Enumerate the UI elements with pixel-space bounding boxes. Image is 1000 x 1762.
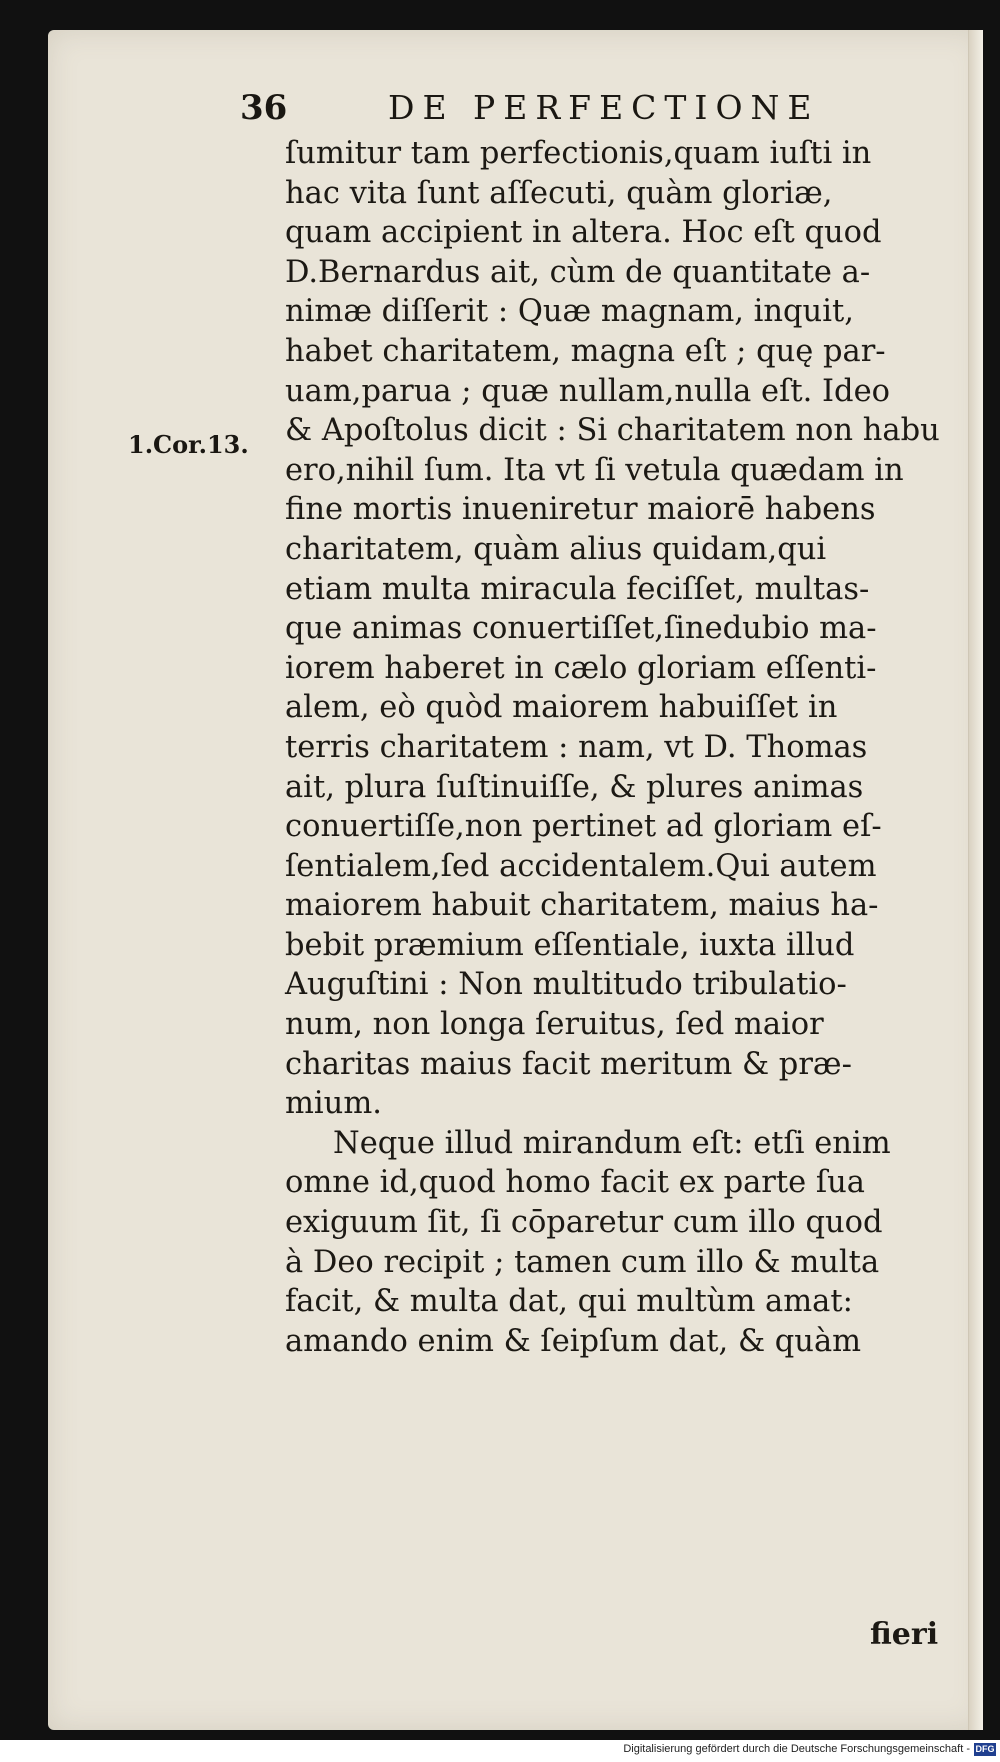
text-line: charitatem, quàm alius quidam,qui — [285, 531, 827, 567]
text-line: ſumitur tam perfectionis,quam iuſti in — [285, 136, 872, 171]
text-line: hac vita ſunt aſſecuti, quàm gloriæ, — [285, 175, 833, 211]
text-line: iorem haberet in cælo gloriam eſſenti- — [285, 650, 877, 686]
footer — [0, 1740, 1000, 1762]
text-line: facit, & multa dat, qui multùm amat: — [285, 1284, 853, 1320]
text-line: ſentialem,ſed accidentalem.Qui autem — [285, 848, 877, 884]
body-text — [285, 134, 940, 1361]
text-line: etiam multa miracula feciſſet, multas- — [285, 571, 870, 607]
text-line: bebit præmium eſſentiale, iuxta illud — [285, 927, 855, 963]
text-line: Auguſtini : Non multitudo tribulatio- — [285, 967, 847, 1003]
text-line: charitas maius facit meritum & præ- — [285, 1046, 852, 1082]
text-line: exiguum ſit, ſi cōparetur cum illo quod — [285, 1205, 883, 1241]
text-line: uam,parua ; quæ nullam,nulla eſt. Ideo — [285, 373, 890, 409]
paragraph-start-line: Neque illud mirandum eſt: etſi enim — [333, 1125, 891, 1161]
text-line: fine mortis inueniretur maiorē habens — [285, 492, 876, 528]
page-edge — [968, 30, 983, 1730]
footer-credit: Digitalisierung gefördert durch die Deutsche Forschungsgemeinschaft - — [623, 1743, 970, 1755]
text-line: omne id,quod homo facit ex parte ſua — [285, 1165, 865, 1201]
text-line: que animas conuertiſſet,ſinedubio ma- — [285, 611, 877, 647]
text-line: ero,nihil ſum. Ita vt ſi vetula quædam in — [285, 452, 904, 488]
text-line: maiorem habuit charitatem, maius ha- — [285, 888, 879, 924]
text-line: mium. — [285, 1086, 382, 1122]
text-line: alem, eò quòd maiorem habuiſſet in — [285, 690, 838, 726]
text-line: ait, plura ſuſtinuiſſe, & plures animas — [285, 769, 864, 805]
text-line: terris charitatem : nam, vt D. Thomas — [285, 729, 868, 765]
text-line: & Apoſtolus dicit : Si charitatem non habu — [285, 413, 940, 449]
text-line: conuertiſſe,non pertinet ad gloriam eſ- — [285, 809, 882, 845]
dfg-logo: DFG — [975, 1744, 995, 1754]
catchword: fieri — [870, 1617, 939, 1652]
text-line: à Deo recipit ; tamen cum illo & multa — [285, 1244, 880, 1280]
margin-note: 1.Cor.13. — [128, 430, 249, 459]
text-line: habet charitatem, magna eſt ; quę par- — [285, 333, 886, 369]
text-line: num, non longa ſeruitus, ſed maior — [285, 1007, 824, 1043]
text-line: amando enim & ſeipſum dat, & quàm — [285, 1323, 862, 1359]
text-line: quam accipient in altera. Hoc eſt quod — [285, 215, 882, 251]
page-number: 36 — [240, 88, 288, 128]
text-line: D.Bernardus ait, cùm de quantitate a- — [285, 254, 871, 290]
text-line: nimæ diſſerit : Quæ magnam, inquit, — [285, 294, 854, 330]
running-title: DE PERFECTIONE — [388, 88, 820, 127]
